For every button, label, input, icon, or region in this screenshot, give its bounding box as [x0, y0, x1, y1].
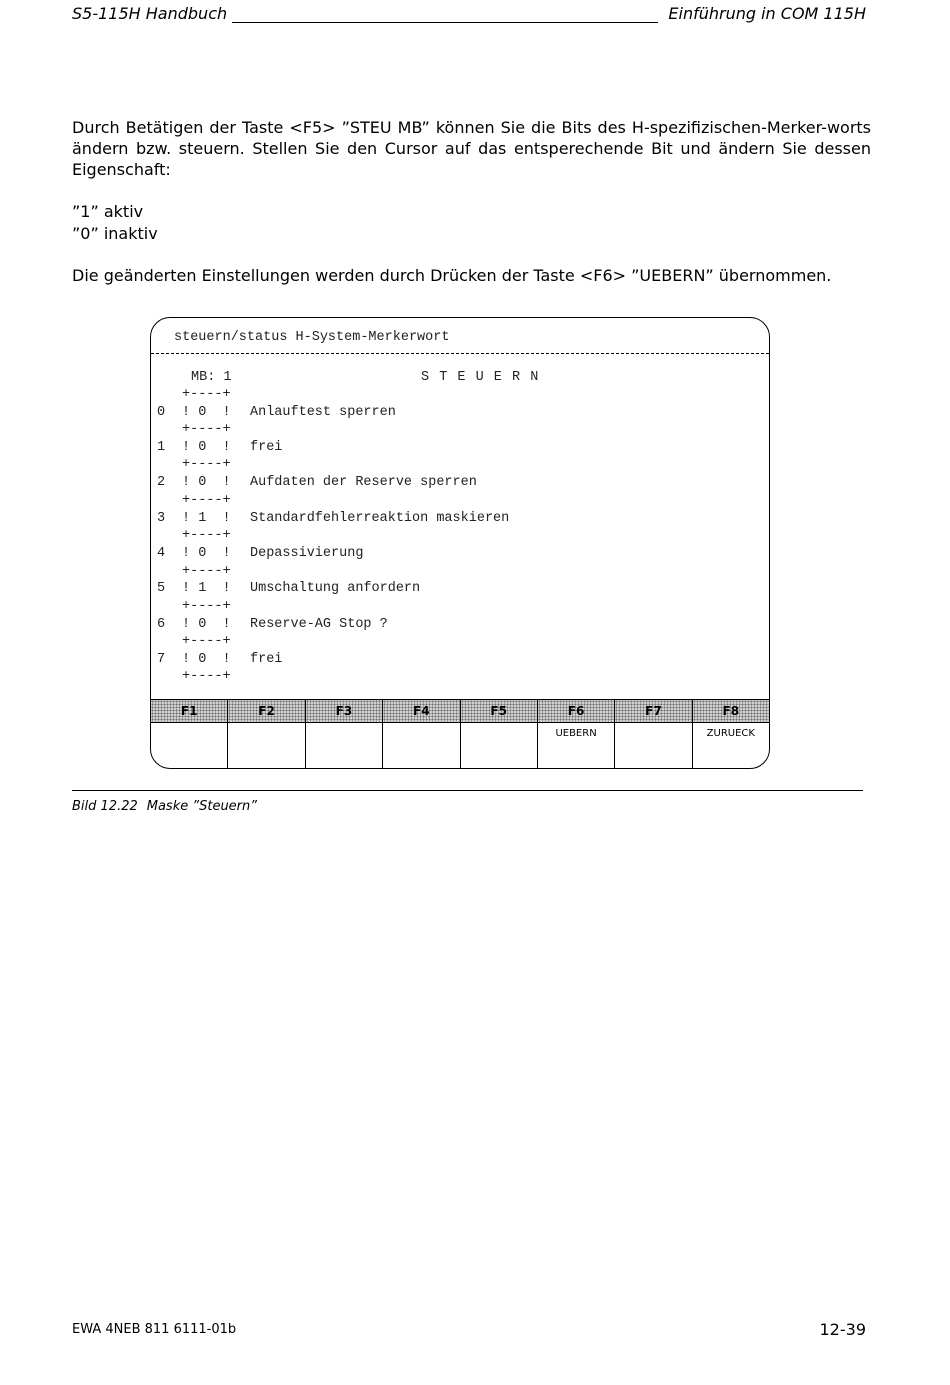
- f2-label: [227, 723, 304, 768]
- header-title-right: Einführung in COM 115H: [668, 4, 866, 23]
- bit-number: 4: [157, 546, 166, 561]
- f4-key[interactable]: F4: [382, 700, 459, 722]
- bit-value-field[interactable]: ! 1 !: [182, 581, 231, 596]
- bit-description: Aufdaten der Reserve sperren: [250, 475, 477, 490]
- f6-label-uebern: UEBERN: [537, 723, 614, 768]
- bit-separator: +----+: [182, 387, 231, 402]
- bit-value-field[interactable]: ! 0 !: [182, 475, 231, 490]
- mb-label: MB: 1: [191, 370, 232, 385]
- f1-key[interactable]: F1: [151, 700, 227, 722]
- f5-key[interactable]: F5: [460, 700, 537, 722]
- footer-doc-id: EWA 4NEB 811 6111-01b: [72, 1322, 237, 1337]
- bit-separator: +----+: [182, 493, 231, 508]
- bit-number: 2: [157, 475, 166, 490]
- f5-label: [460, 723, 537, 768]
- header-rule: [232, 22, 658, 23]
- f6-key[interactable]: F6: [537, 700, 614, 722]
- bit-description: Depassivierung: [250, 546, 364, 561]
- bit-description: Standardfehlerreaktion maskieren: [250, 511, 510, 526]
- bit-description: frei: [250, 652, 283, 667]
- caption-text: Maske ”Steuern”: [146, 799, 258, 814]
- option-inactive: ”0” inaktiv: [72, 224, 158, 243]
- bit-value-field[interactable]: ! 1 !: [182, 511, 231, 526]
- header-title-left: S5-115H Handbuch: [72, 4, 228, 23]
- f3-key[interactable]: F3: [305, 700, 382, 722]
- intro-paragraph: Durch Betätigen der Taste <F5> ”STEU MB” können Sie die Bits des H-spezifizischen-Merker-worts ändern bzw. steuern. Stellen Sie den Cursor auf das entsperechende Bit und ändern Sie dessen Eigenschaft:: [72, 118, 871, 179]
- mode-label: S T E U E R N: [421, 370, 540, 385]
- f1-label: [151, 723, 227, 768]
- bit-number: 1: [157, 440, 166, 455]
- screen-title: steuern/status H-System-Merkerwort: [174, 330, 450, 345]
- bit-separator: +----+: [182, 599, 231, 614]
- f3-label: [305, 723, 382, 768]
- bit-description: frei: [250, 440, 283, 455]
- bit-description: Umschaltung anfordern: [250, 581, 421, 596]
- title-divider: [151, 353, 769, 354]
- bit-value-field[interactable]: ! 0 !: [182, 546, 231, 561]
- bit-separator: +----+: [182, 564, 231, 579]
- bit-separator: +----+: [182, 422, 231, 437]
- bit-value-field[interactable]: ! 0 !: [182, 440, 231, 455]
- bit-separator: +----+: [182, 457, 231, 472]
- f7-label: [614, 723, 691, 768]
- terminal-screen: [150, 317, 770, 769]
- f8-label-zurueck: ZURUECK: [692, 723, 769, 768]
- function-key-bar: [151, 699, 769, 723]
- page-number: 12-39: [819, 1320, 866, 1339]
- bit-value-field[interactable]: ! 0 !: [182, 652, 231, 667]
- bit-number: 5: [157, 581, 166, 596]
- bit-number: 7: [157, 652, 166, 667]
- bit-separator: +----+: [182, 669, 231, 684]
- function-key-labels: [151, 723, 769, 768]
- option-active: ”1” aktiv: [72, 202, 144, 221]
- f2-key[interactable]: F2: [227, 700, 304, 722]
- bit-value-field[interactable]: ! 0 !: [182, 405, 231, 420]
- caption-number: Bild 12.22: [72, 799, 138, 814]
- bit-separator: +----+: [182, 634, 231, 649]
- bit-value-field[interactable]: ! 0 !: [182, 617, 231, 632]
- caption-rule: [72, 790, 863, 791]
- f4-label: [382, 723, 459, 768]
- bit-number: 0: [157, 405, 166, 420]
- f8-key[interactable]: F8: [692, 700, 769, 722]
- bit-description: Anlauftest sperren: [250, 405, 396, 420]
- bit-separator: +----+: [182, 528, 231, 543]
- apply-paragraph: Die geänderten Einstellungen werden durch Drücken der Taste <F6> ”UEBERN” übernommen.: [72, 266, 832, 285]
- f7-key[interactable]: F7: [614, 700, 691, 722]
- bit-description: Reserve-AG Stop ?: [250, 617, 388, 632]
- bit-number: 3: [157, 511, 166, 526]
- bit-number: 6: [157, 617, 166, 632]
- figure-caption: [72, 799, 257, 814]
